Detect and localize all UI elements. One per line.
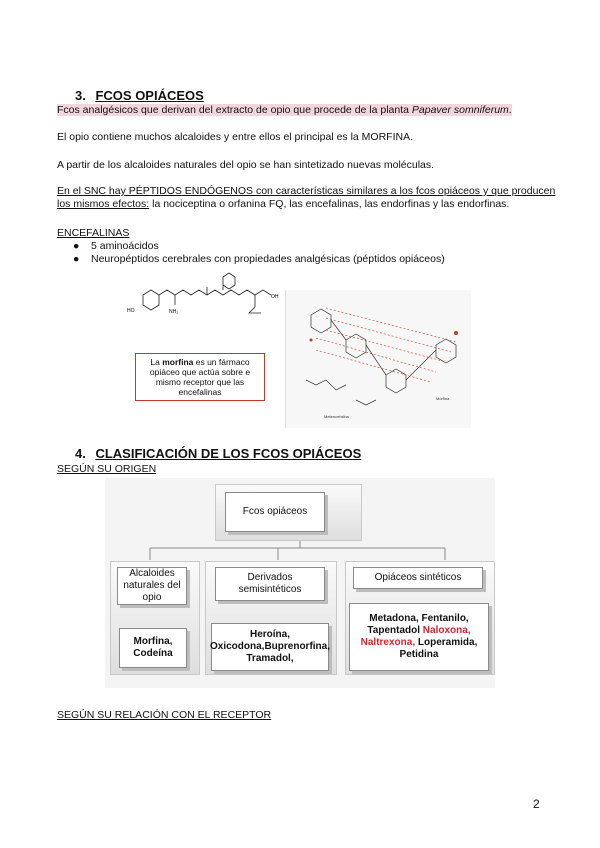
section-3-heading	[75, 88, 204, 103]
p1-end: .	[508, 104, 512, 116]
cat-synthetic-box: Opiáceos sintéticos	[353, 567, 483, 589]
label-nh2: NH₂	[169, 309, 179, 315]
encefalinas-heading: ENCEFALINAS	[57, 227, 130, 239]
paragraph-opiaceos-definition	[57, 104, 512, 117]
paragraph-peptidos	[57, 185, 557, 211]
list-item: ● Neuropéptidos cerebrales con propiedades analgésicas (péptidos opiáceos)	[73, 253, 445, 265]
cat-natural-box: Alcaloides naturales del opio	[117, 567, 187, 605]
list-item: ● 5 aminoácidos	[73, 240, 159, 252]
label-cooh: OH	[271, 294, 279, 300]
peptidos-rest: la nociceptina o orfanina FQ, las encefalinas, las endorfinas y las endorfinas.	[149, 198, 510, 210]
section-4-heading	[75, 446, 361, 461]
molecule-overlay-icon	[286, 290, 471, 428]
overlay-caption-right: Morfina	[436, 396, 450, 401]
paragraph-opio: El opio contiene muchos alcaloides y entre ellos el principal es la MORFINA.	[57, 131, 414, 143]
drugs-semisynthetic-box: Heroína, Oxicodona,Buprenorfina, Tramadol,	[211, 623, 329, 671]
subheading-receptor: SEGÚN SU RELACIÓN CON EL RECEPTOR	[57, 709, 272, 721]
section-number: 3.	[75, 88, 86, 103]
peptidos-line2: los mismos efectos:	[57, 198, 150, 210]
section-title: CLASIFICACIÓN DE LOS FCOS OPIÁCEOS	[95, 446, 362, 461]
bullet-icon: ●	[73, 240, 80, 252]
species-name: Papaver somniferum	[411, 104, 509, 116]
morphine-overlay-image	[285, 290, 471, 428]
encefalina-structure-diagram	[125, 265, 295, 325]
drugs-natural-box: Morfina, Codeína	[119, 628, 187, 668]
p1-text: Fcos analgésicos que derivan del extracto de opio que procede de la planta	[57, 104, 412, 116]
subheading-origen: SEGÚN SU ORIGEN	[57, 463, 157, 475]
classification-diagram	[105, 478, 495, 688]
paragraph-alcaloides: A partir de los alcaloides naturales del opio se han sintetizado nuevas moléculas.	[57, 159, 435, 171]
overlay-caption-left: Metencefalina	[324, 414, 349, 419]
cat-semisynthetic-box: Derivados semisintéticos	[215, 567, 325, 601]
drugs-synthetic-box: Metadona, Fentanilo, Tapentadol Naloxona, Naltrexona, Loperamida, Petidina	[349, 603, 489, 671]
bullet-list	[73, 240, 445, 266]
peptidos-line1: En el SNC hay PÉPTIDOS ENDÓGENOS con características similares a los fcos opiáceos y que producen	[57, 185, 556, 197]
section-title: FCOS OPIÁCEOS	[95, 88, 204, 103]
bullet-icon: ●	[73, 253, 80, 265]
root-box: Fcos opiáceos	[225, 492, 325, 532]
section-number: 4.	[75, 446, 86, 461]
page-number: 2	[533, 797, 540, 811]
label-oh: HO	[127, 308, 135, 314]
morphine-note-box: La morfina es un fármaco opiáceo que actúa sobre e mismo receptor que las encefalinas	[135, 353, 265, 401]
